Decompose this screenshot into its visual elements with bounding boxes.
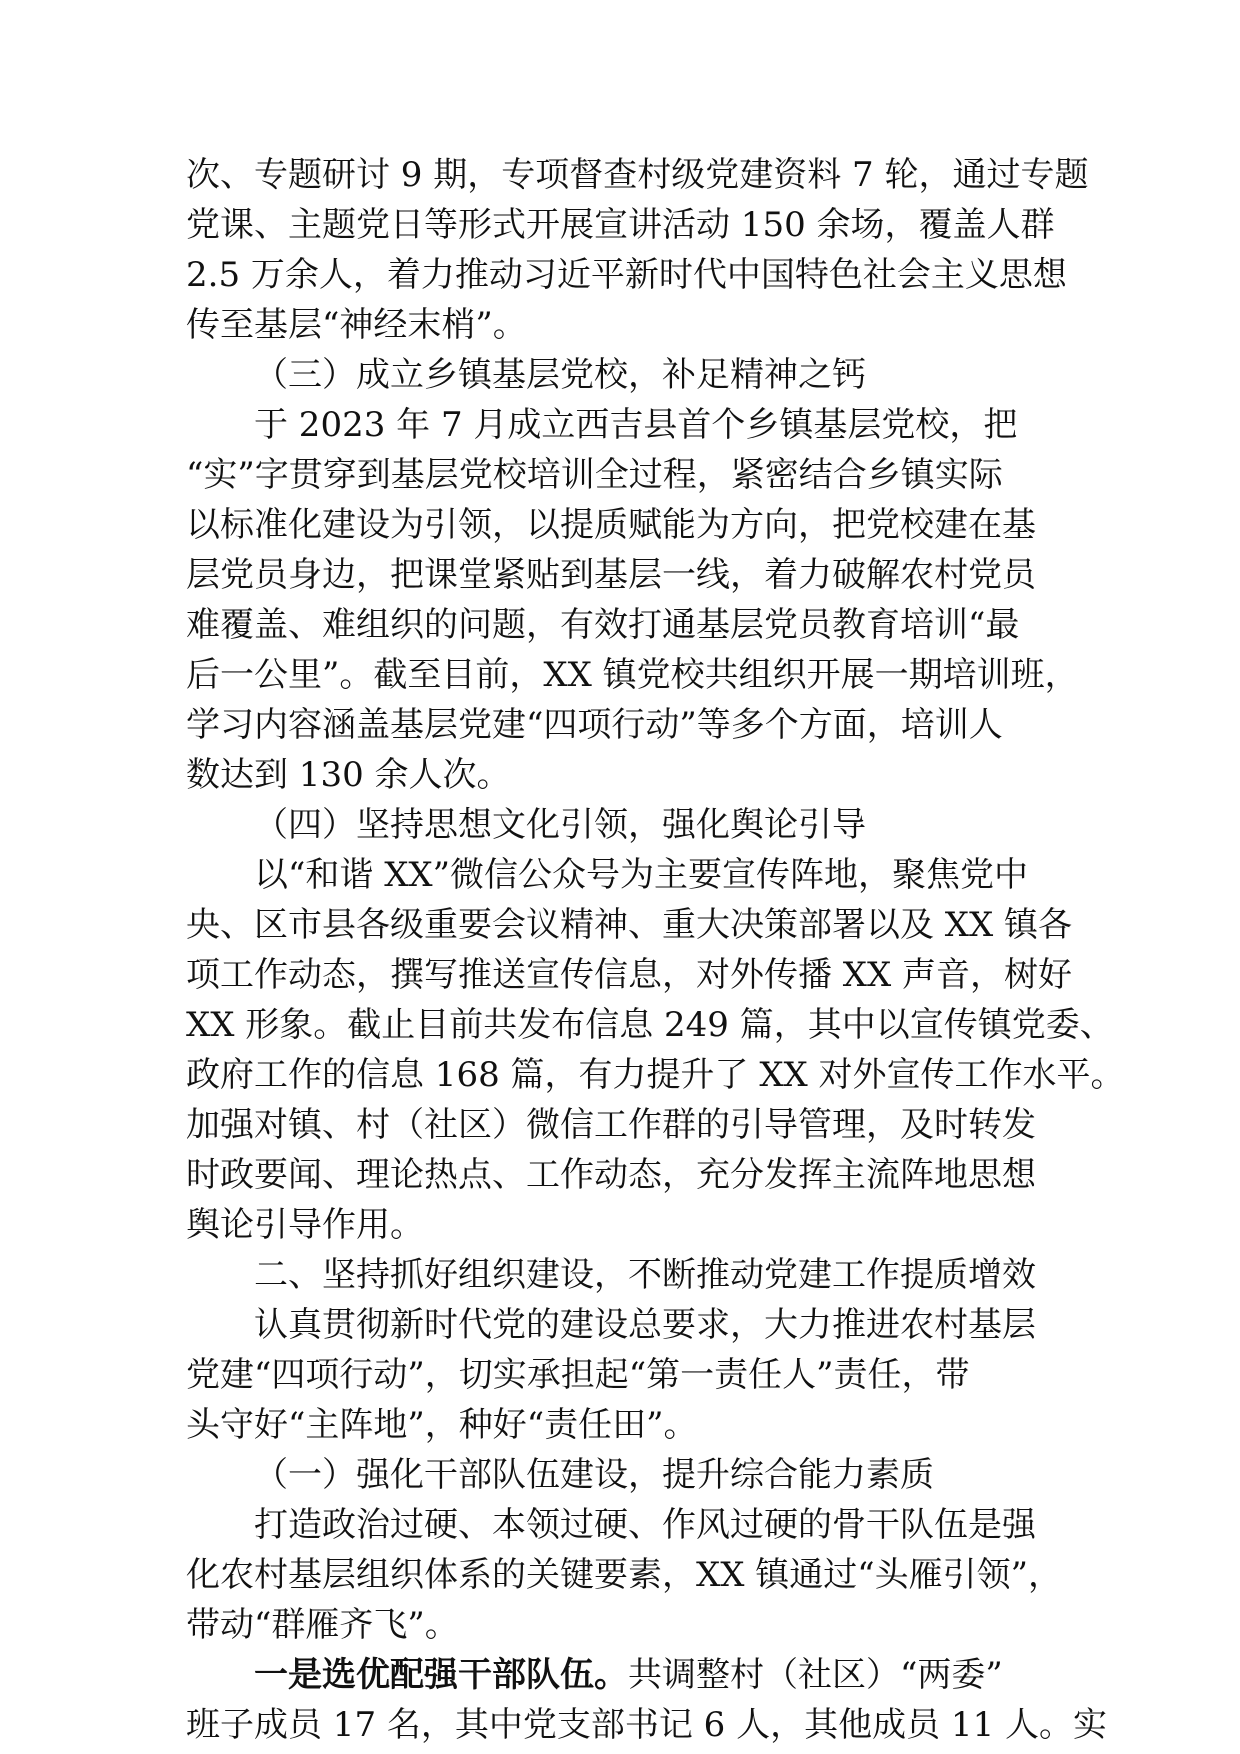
paragraph-line: 后一公里”。截至目前，XX 镇党校共组织开展一期培训班， [186, 655, 1079, 695]
paragraph-line: 化农村基层组织体系的关键要素，XX 镇通过“头雁引领”， [186, 1555, 1062, 1595]
paragraph-line: 舆论引导作用。 [186, 1205, 424, 1245]
paragraph-line: 班子成员 17 名，其中党支部书记 6 人，其他成员 11 人。实 [186, 1705, 1108, 1745]
paragraph-line: 党课、主题党日等形式开展宣讲活动 150 余场，覆盖人群 [186, 205, 1055, 245]
paragraph-line: 央、区市县各级重要会议精神、重大决策部署以及 XX 镇各 [186, 905, 1073, 945]
paragraph-line: 学习内容涵盖基层党建“四项行动”等多个方面，培训人 [186, 705, 1003, 745]
paragraph-line: 次、专题研讨 9 期，专项督查村级党建资料 7 轮，通过专题 [186, 155, 1089, 195]
paragraph-line: 带动“群雁齐飞”。 [186, 1605, 459, 1645]
paragraph-line: 认真贯彻新时代党的建设总要求，大力推进农村基层 [254, 1305, 1036, 1345]
paragraph-line: 以标准化建设为引领，以提质赋能为方向，把党校建在基 [186, 505, 1036, 545]
paragraph-line: 层党员身边，把课堂紧贴到基层一线，着力破解农村党员 [186, 555, 1036, 595]
paragraph-line: 头守好“主阵地”，种好“责任田”。 [186, 1405, 698, 1445]
paragraph-line: 难覆盖、难组织的问题，有效打通基层党员教育培训“最 [186, 605, 1020, 645]
paragraph-line: 于 2023 年 7 月成立西吉县首个乡镇基层党校，把 [254, 405, 1018, 445]
paragraph-line: 加强对镇、村（社区）微信工作群的引导管理，及时转发 [186, 1105, 1036, 1145]
paragraph-line: 打造政治过硬、本领过硬、作风过硬的骨干队伍是强 [254, 1505, 1036, 1545]
paragraph-line: 2.5 万余人，着力推动习近平新时代中国特色社会主义思想 [186, 255, 1067, 295]
paragraph-line: 项工作动态，撰写推送宣传信息，对外传播 XX 声音，树好 [186, 955, 1073, 995]
paragraph-text: 共调整村（社区）“两委” [628, 1655, 1003, 1695]
section-heading: （三）成立乡镇基层党校，补足精神之钙 [254, 355, 866, 395]
paragraph-line: “实”字贯穿到基层党校培训全过程，紧密结合乡镇实际 [186, 455, 1003, 495]
paragraph-line: 党建“四项行动”，切实承担起“第一责任人”责任，带 [186, 1355, 970, 1395]
paragraph-line: 传至基层“神经末梢”。 [186, 305, 527, 345]
paragraph-line: XX 形象。截止目前共发布信息 249 篇，其中以宣传镇党委、 [186, 1005, 1114, 1045]
section-heading: （四）坚持思想文化引领，强化舆论引导 [254, 805, 866, 845]
chapter-heading: 二、坚持抓好组织建设，不断推动党建工作提质增效 [254, 1255, 1036, 1295]
paragraph-line: 以“和谐 XX”微信公众号为主要宣传阵地，聚焦党中 [254, 855, 1028, 895]
bold-lead-text: 一是选优配强干部队伍。 [254, 1655, 628, 1695]
document-body [186, 150, 1125, 1750]
paragraph-line [186, 1650, 1086, 1700]
section-heading: （一）强化干部队伍建设，提升综合能力素质 [254, 1455, 934, 1495]
paragraph-line: 时政要闻、理论热点、工作动态，充分发挥主流阵地思想 [186, 1155, 1036, 1195]
paragraph-line: 数达到 130 余人次。 [186, 755, 511, 795]
paragraph-line: 政府工作的信息 168 篇，有力提升了 XX 对外宣传工作水平。 [186, 1055, 1125, 1095]
